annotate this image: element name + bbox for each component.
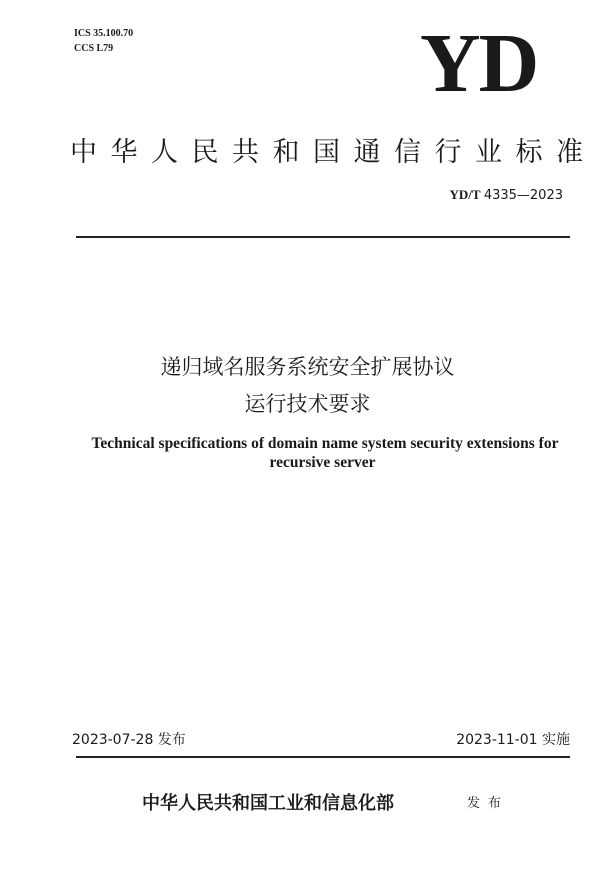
standard-code-number: 4335—2023 — [483, 188, 563, 203]
yd-logo: YD — [420, 17, 538, 110]
standard-code — [450, 187, 563, 204]
publisher-name: 中华人民共和国工业和信息化部 — [142, 793, 394, 813]
ccs-code: CCS L79 — [74, 43, 114, 54]
document-title-en-line1: Technical specifications of domain name system security extensions for — [91, 435, 559, 452]
top-divider — [76, 236, 570, 238]
ics-code: ICS 35.100.70 — [74, 28, 134, 39]
bottom-divider — [76, 756, 570, 758]
standard-code-prefix: YD/T — [449, 187, 481, 202]
standard-category-title: 中华人民共和国通信行业标准 — [70, 137, 597, 168]
issue-date: 2023-07-28 发布 — [72, 732, 186, 748]
publish-label: 发布 — [467, 796, 510, 811]
implementation-date: 2023-11-01 实施 — [456, 732, 570, 748]
document-title-cn-line2: 运行技术要求 — [244, 392, 371, 416]
document-title-cn-line1: 递归域名服务系统安全扩展协议 — [160, 355, 455, 379]
document-title-en-line2: recursive server — [269, 454, 376, 471]
